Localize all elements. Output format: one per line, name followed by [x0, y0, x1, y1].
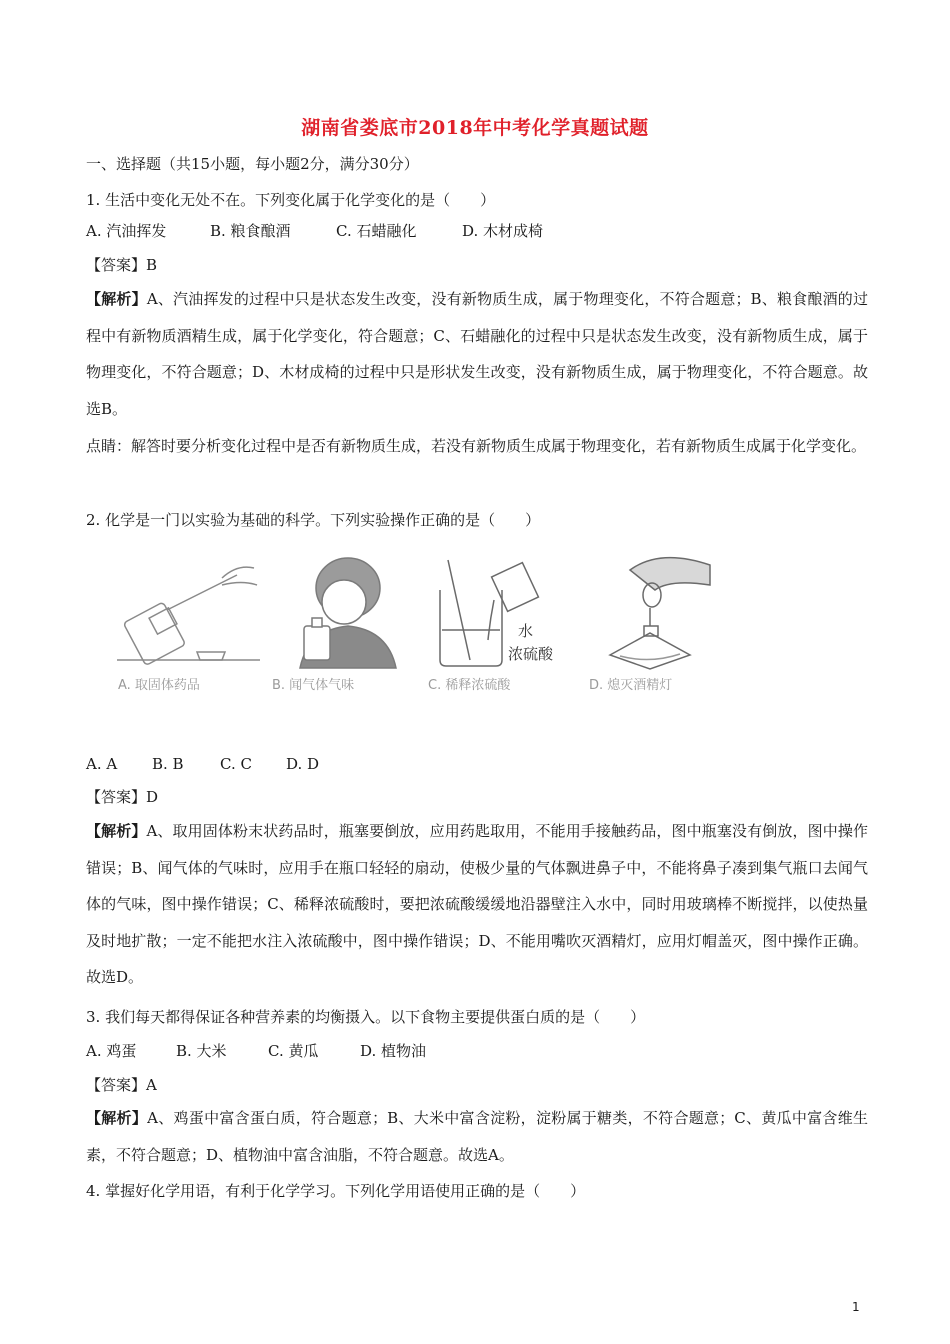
- label-water: 水: [518, 622, 534, 640]
- page-number: 1: [852, 1300, 860, 1314]
- question-2-analysis: [86, 813, 868, 996]
- section-heading: 一、选择题（共15小题，每小题2分，满分30分）: [86, 155, 419, 173]
- smelling-gas-illustration: [270, 550, 420, 680]
- option-b: B. 粮食酿酒: [210, 222, 291, 240]
- question-3-answer: 【答案】A: [86, 1076, 157, 1094]
- alcohol-lamp-illustration: [590, 550, 740, 680]
- option-c: C. C: [220, 755, 252, 773]
- option-d: D. 植物油: [360, 1042, 427, 1060]
- figure-d-caption: D. 熄灭酒精灯: [589, 678, 673, 693]
- analysis-label: 【解析】: [86, 1109, 148, 1127]
- figure-a-caption: A. 取固体药品: [118, 678, 200, 693]
- option-a: A. 汽油挥发: [86, 222, 167, 240]
- figure-c-caption: C. 稀释浓硫酸: [428, 678, 511, 693]
- option-d: D. 木材成椅: [462, 222, 544, 240]
- question-1-options: [86, 221, 876, 241]
- analysis-text: A、汽油挥发的过程中只是状态发生改变，没有新物质生成，属于物理变化，不符合题意；B、粮食酿酒的过程中有新物质酒精生成，属于化学变化，符合题意；C、石蜡融化的过程中只是状态发生改变，没有新物质生成，属于物理变化，不符合题意；D、木材成椅的过程中只是形状发生改变，没有新物质生成，属于物理变化，不符合题意。故选B。: [86, 290, 868, 418]
- question-1-stem: 1. 生活中变化无处不在。下列变化属于化学变化的是（ ）: [86, 191, 496, 209]
- figure-d: [590, 550, 740, 710]
- option-b: B. B: [152, 755, 184, 773]
- solid-reagent-illustration: [112, 550, 262, 680]
- option-b: B. 大米: [176, 1042, 227, 1060]
- question-2-answer: 【答案】D: [86, 788, 159, 806]
- question-4-stem: 4. 掌握好化学用语，有利于化学学习。下列化学用语使用正确的是（ ）: [86, 1182, 586, 1200]
- question-2-options: [86, 754, 876, 774]
- option-c: C. 石蜡融化: [336, 222, 417, 240]
- question-2-stem: 2. 化学是一门以实验为基础的科学。下列实验操作正确的是（ ）: [86, 511, 541, 529]
- option-a: A. A: [86, 755, 118, 773]
- figure-b-caption: B. 闻气体气味: [272, 678, 355, 693]
- figure-a: [112, 550, 262, 710]
- label-acid: 浓硫酸: [508, 645, 554, 663]
- page-title: 湖南省娄底市2018年中考化学真题试题: [301, 117, 649, 139]
- experiment-figures: [112, 550, 732, 710]
- analysis-label: 【解析】: [86, 290, 147, 308]
- question-1-note: 点睛：解答时要分析变化过程中是否有新物质生成，若没有新物质生成属于物理变化，若有新物质生成属于化学变化。: [86, 437, 867, 455]
- analysis-text: A、取用固体粉末状药品时，瓶塞要倒放，应用药匙取用，不能用手接触药品，图中瓶塞没有倒放，图中操作错误；B、闻气体的气味时，应用手在瓶口轻轻的扇动，使极少量的气体飘进鼻子中，不能将鼻子凑到集气瓶口去闻气体的气味，图中操作错误；C、稀释浓硫酸时，要把浓硫酸缓缓地沿器壁注入水中，同时用玻璃棒不断搅拌，以使热量及时地扩散；一定不能把水注入浓硫酸中，图中操作错误；D、不能用嘴吹灭酒精灯，应用灯帽盖灭，图中操作正确。故选D。: [86, 822, 868, 986]
- figure-b: [270, 550, 420, 710]
- analysis-label: 【解析】: [86, 822, 147, 840]
- option-d: D. D: [286, 755, 320, 773]
- question-3-stem: 3. 我们每天都得保证各种营养素的均衡摄入。以下食物主要提供蛋白质的是（ ）: [86, 1008, 646, 1026]
- analysis-text: A、鸡蛋中富含蛋白质，符合题意；B、大米中富含淀粉，淀粉属于糖类，不符合题意；C、黄瓜中富含维生素，不符合题意；D、植物油中富含油脂，不符合题意。故选A。: [86, 1109, 868, 1164]
- question-3-analysis: [86, 1100, 868, 1173]
- question-1-answer: 【答案】B: [86, 256, 158, 274]
- question-1-analysis: [86, 281, 868, 427]
- question-3-options: [86, 1041, 876, 1061]
- option-c: C. 黄瓜: [268, 1042, 319, 1060]
- figure-c: [428, 550, 578, 710]
- option-a: A. 鸡蛋: [86, 1042, 137, 1060]
- diluting-acid-illustration: [428, 550, 578, 680]
